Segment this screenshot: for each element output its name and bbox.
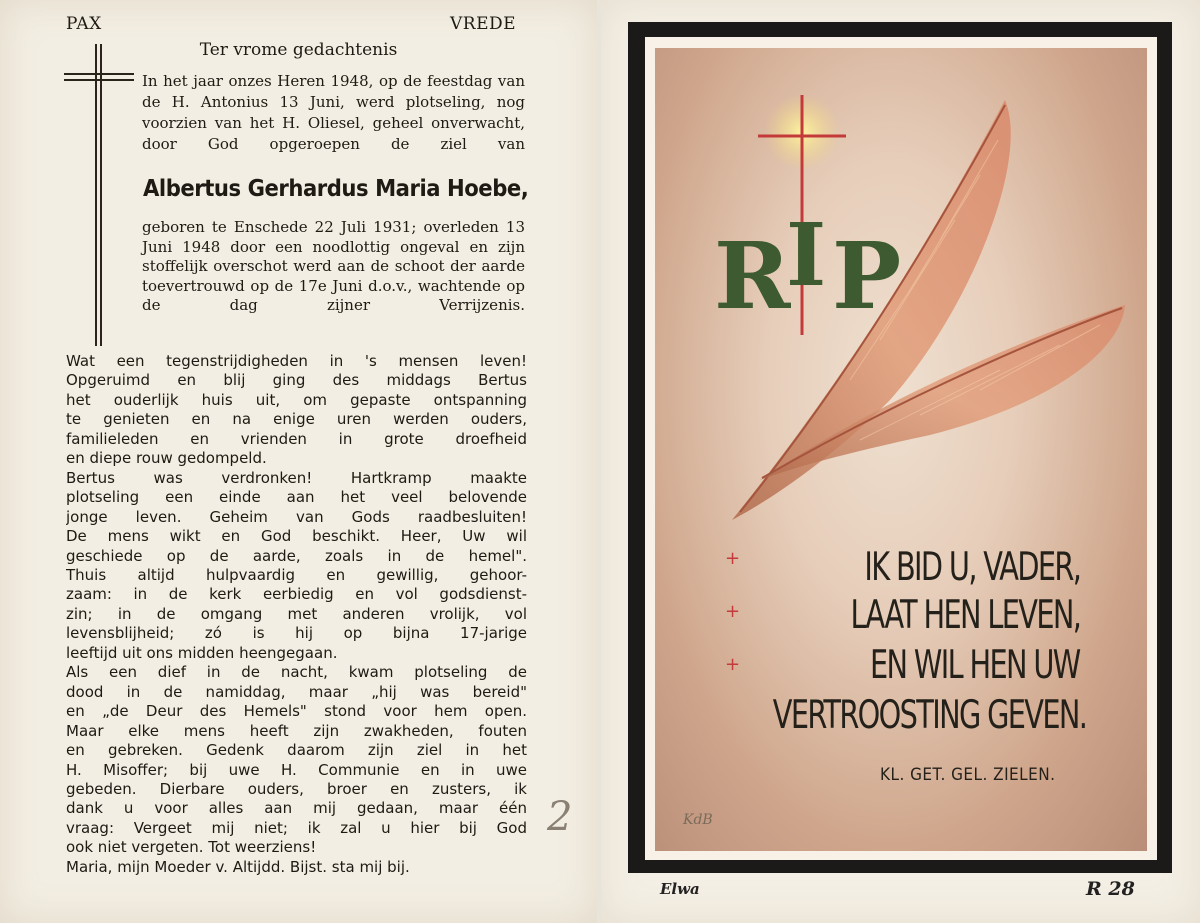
body-line: Maar elke mens heeft zijn zwakheden, fouten [66,721,527,740]
body-line: H. Misoffer; bij uwe H. Communie en in uwe [66,760,527,779]
prayer-line: LAAT HEN LEVEN, [850,593,1080,638]
plus-mark: + [725,548,741,569]
body-line: gebeden. Dierbare ouders, broer en zusters, ik [66,779,527,798]
prayer-attribution: KL. GET. GEL. ZIELEN. [880,765,1056,785]
header-pax: PAX [66,14,102,34]
body-line: geschiede op de aarde, zoals in de hemel". [66,546,527,565]
body-line: Wat een tegenstrijdigheden in 's mensen leven! [66,352,527,370]
card-code: R 28 [1086,878,1135,900]
rip-letter-p: P [832,222,902,330]
body-line: plotseling een einde aan het veel belovende [66,488,527,507]
body-line: dood in de namiddag, maar „hij was bereid" [66,682,527,701]
body-line: en gebreken. Gedenk daarom zijn ziel in het [66,741,527,760]
body-line: Maria, mijn Moeder v. Altijdd. Bijst. sta mij bij. [66,857,410,876]
plus-mark: + [725,601,741,622]
body-line: zin; in de omgang met anderen vrolijk, vol [66,604,527,623]
body-line: het ouderlijk huis uit, om gepaste ontspanning [66,390,527,409]
pencil-mark [543,792,577,842]
body-line: Opgeruimd en blij ging des middags Bertus [66,371,527,390]
body-line: en „de Deur des Hemels" stond voor hem open. [66,702,527,721]
body-text [66,352,527,877]
body-line: De mens wikt en God beschikt. Heer, Uw wil [66,527,527,546]
publisher-name: Elwa [660,880,700,898]
intro-paragraph: In het jaar onzes Heren 1948, op de feestdag van de H. Antonius 13 Juni, werd plotseling, nog voorzien van het H. Oliesel, geheel onverwacht, door God opgeroepen de ziel van [142,72,525,153]
subtitle: Ter vrome gedachtenis [199,40,398,60]
body-line: te genieten en na enige uren werden ouders, [66,410,527,429]
prayer-line: EN WIL HEN UW [870,643,1080,688]
rip-letter-r: R [714,222,791,330]
rip-letter-i: I [786,205,827,306]
body-line: familieleden en vrienden in grote droefheid [66,429,527,448]
memorial-card-text-side [0,0,597,923]
pencil-mark-text: 2 [547,794,573,840]
artist-monogram: KdB [683,812,713,828]
plus-mark: + [725,654,741,675]
body-line: en diepe rouw gedompeld. [66,449,267,468]
birth-death-paragraph: geboren te Enschede 22 Juli 1931; overleden 13 Juni 1948 door een noodlottig ongeval en zijn stoffelijk overschot werd aan de schoot der aarde toevertrouwd op de 17e Juni d.o.v., wachtende op de dag zijner Verrijzenis. [142,218,525,314]
body-line: Als een dief in de nacht, kwam plotseling de [66,663,527,682]
body-line: leeftijd uit ons midden heengegaan. [66,643,338,662]
rip-feather-illustration [700,80,1160,550]
body-line: jonge leven. Geheim van Gods raadbesluiten! [66,507,527,526]
body-line: dank u voor alles aan mij gedaan, maar één [66,799,527,818]
header-vrede: VREDE [450,14,517,34]
body-line: ook niet vergeten. Tot weerziens! [66,838,317,857]
body-line: vraag: Vergeet mij niet; ik zal u hier bij God [66,818,527,837]
body-line: Thuis altijd hulpvaardig en gewillig, gehoor- [66,565,527,584]
body-line: zaam: in de kerk eerbiedig en vol godsdienst- [66,585,527,604]
deceased-name: Albertus Gerhardus Maria Hoebe, [143,176,529,202]
body-line: levensblijheid; zó is hij op bijna 17-jarige [66,624,527,643]
prayer-line: IK BID U, VADER, [864,545,1080,590]
body-line: Bertus was verdronken! Hartkramp maakte [66,468,527,487]
prayer-line: VERTROOSTING GEVEN. [772,693,1086,738]
